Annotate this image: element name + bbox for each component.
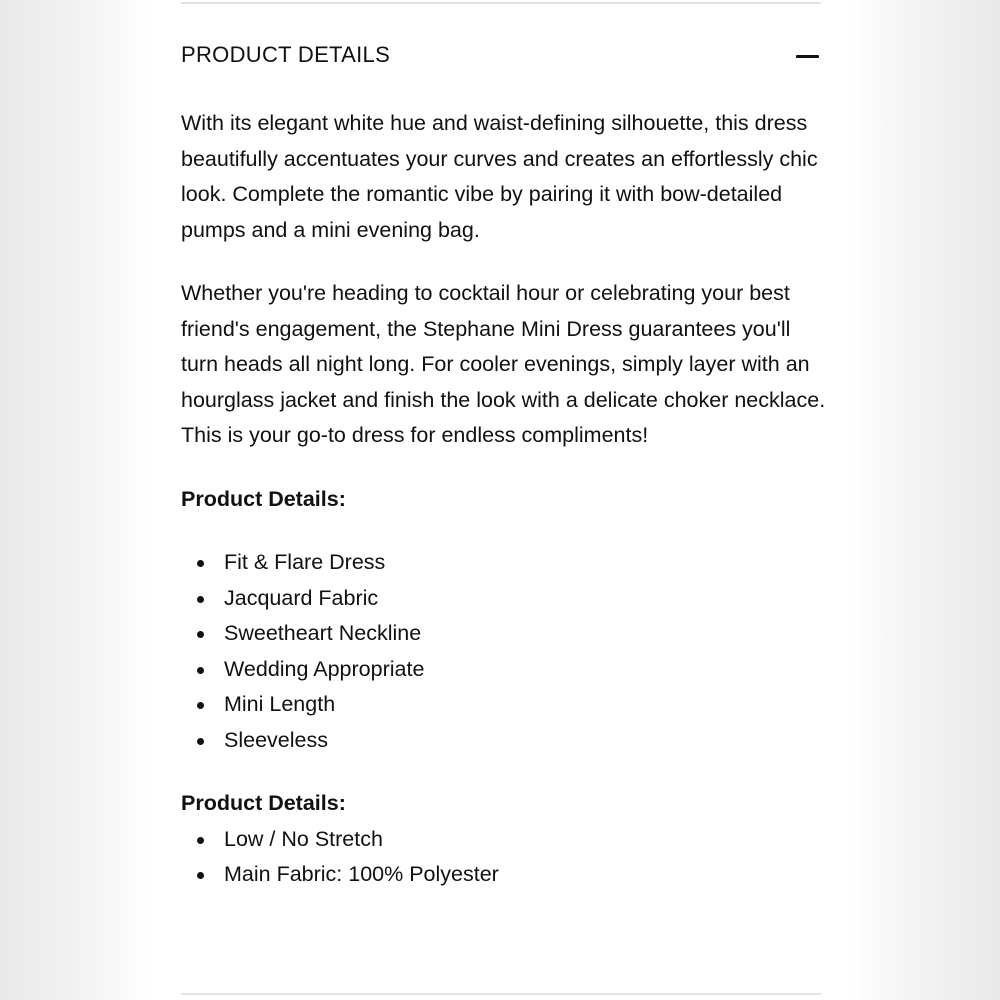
fabric-list (181, 822, 826, 893)
description-paragraph: With its elegant white hue and waist-defining silhouette, this dress beautifully accentuates your curves and creates an effortlessly chic look. Complete the romantic vibe by pairing it with bow-detailed pumps and a mini evening bag. (181, 111, 818, 242)
features-list (181, 545, 826, 758)
bullet-icon (197, 837, 204, 844)
list-item (181, 857, 826, 893)
list-item-text: Jacquard Fabric (224, 585, 379, 610)
list-item (181, 723, 826, 759)
bullet-icon (197, 738, 204, 745)
list-item-text: Sweetheart Neckline (224, 621, 422, 645)
section-heading: Product Details: (181, 791, 346, 815)
list-item (181, 822, 826, 858)
bullet-icon (197, 631, 204, 638)
list-item (181, 652, 826, 688)
top-divider (181, 2, 821, 4)
bullet-icon (197, 667, 204, 674)
bullet-icon (197, 872, 204, 879)
section-heading: Product Details: (181, 486, 346, 511)
bullet-icon (197, 596, 204, 603)
product-details-accordion-toggle[interactable] (181, 40, 821, 72)
list-item-text: Wedding Appropriate (224, 656, 425, 681)
bullet-icon (197, 702, 204, 709)
list-item (181, 545, 826, 581)
minus-icon[interactable] (795, 44, 821, 68)
description-paragraph: Whether you're heading to cocktail hour or celebrating your best friend's engagement, the Stephane Mini Dress guarantees you'll turn heads all night long. For cooler evenings, simply layer with an hourglass jacket and finish the look with a delicate choker necklace. This is your go-to dress for endless compliments! (181, 281, 826, 447)
list-item-text: Fit & Flare Dress (224, 550, 386, 574)
accordion-title: PRODUCT DETAILS (181, 42, 391, 67)
product-details-panel (152, 0, 850, 1000)
list-item-text: Low / No Stretch (224, 826, 383, 851)
bullet-icon (197, 560, 204, 567)
list-item (181, 581, 826, 617)
bottom-divider (181, 993, 821, 995)
list-item-text: Sleeveless (224, 727, 328, 752)
list-item-text: Main Fabric: 100% Polyester (224, 862, 499, 886)
list-item-text: Mini Length (224, 692, 336, 716)
list-item (181, 616, 826, 652)
product-details-content (181, 106, 826, 893)
list-item (181, 687, 826, 723)
